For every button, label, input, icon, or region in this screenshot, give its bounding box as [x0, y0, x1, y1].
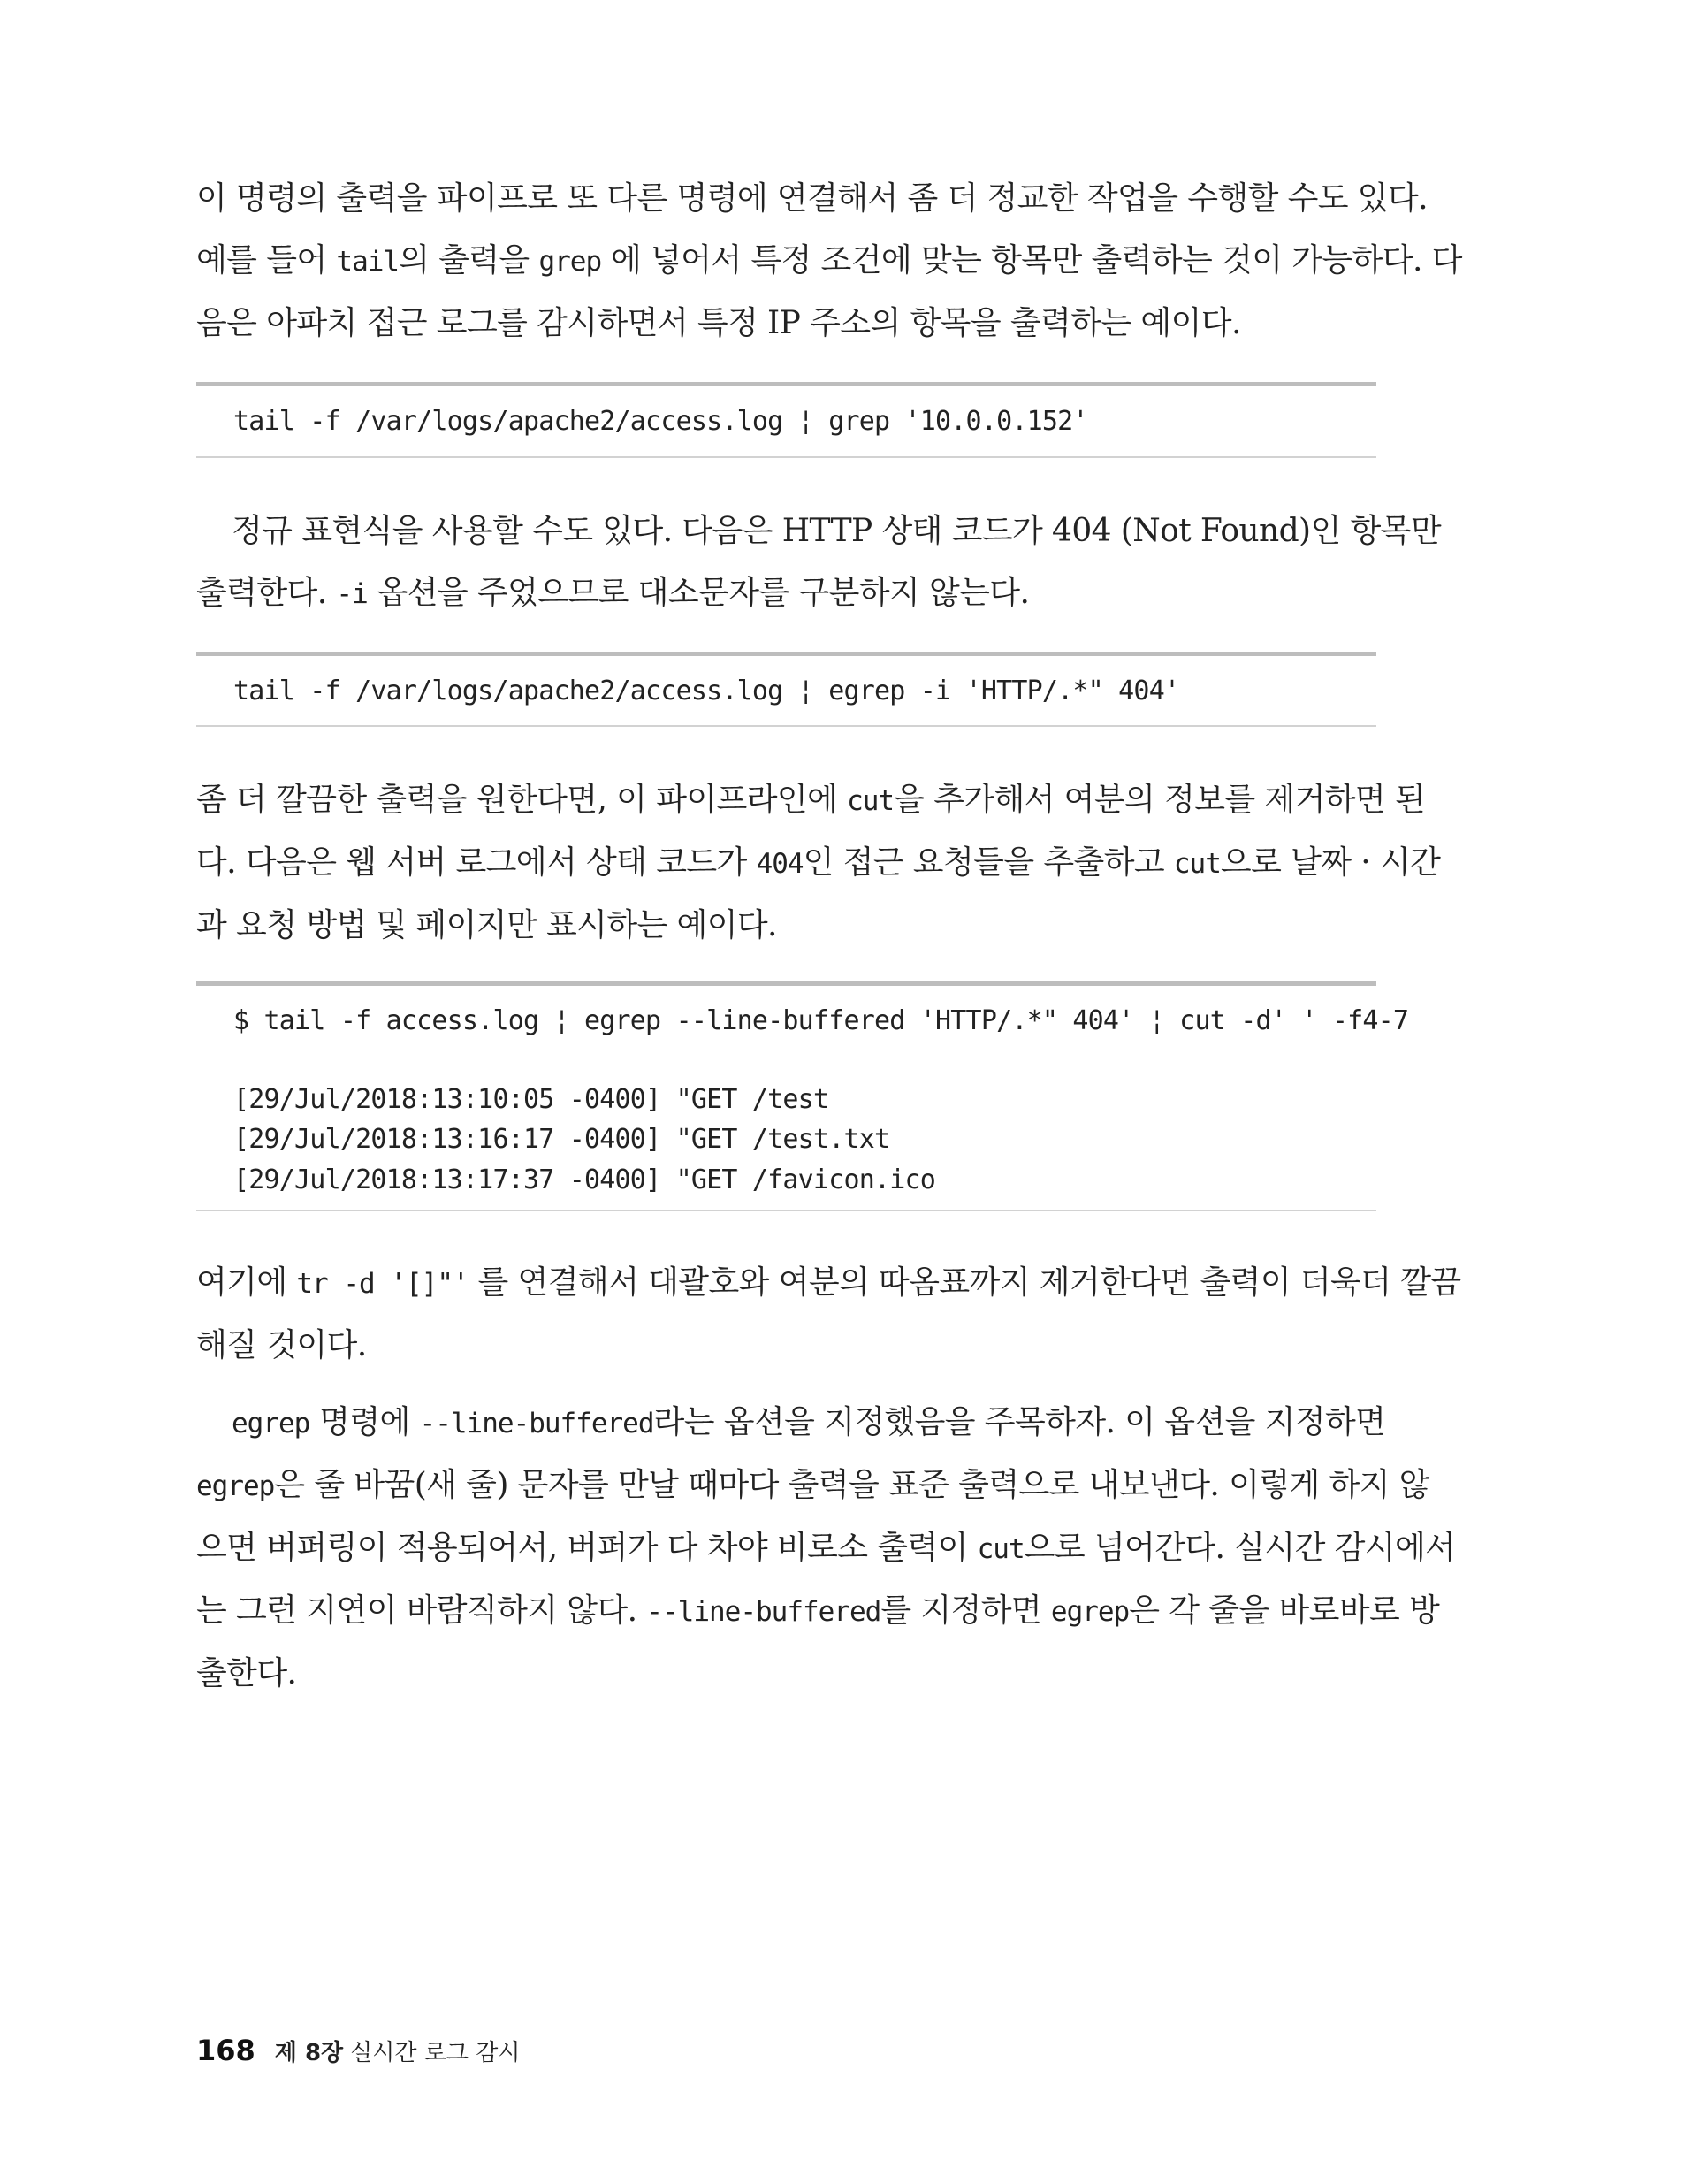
inline-code-egrep: egrep	[196, 1470, 275, 1502]
paragraph-2	[196, 500, 1442, 625]
code-line: tail -f /var/logs/apache2/access.log ¦ egrep -i 'HTTP/.*" 404'	[233, 676, 1180, 706]
code-block-3	[196, 981, 1409, 1211]
paragraph-5-line-1: egrep 명령에 --line-buffered라는 옵션을 지정했음을 주목하자. 이 옵션을 지정하면	[232, 1404, 1386, 1440]
paragraph-4-line-2: 해질 것이다.	[196, 1327, 367, 1363]
inline-code-grep: grep	[538, 246, 602, 278]
paragraph-2-line-2: 출력한다. -i 옵션을 주었으므로 대소문자를 구분하지 않는다.	[196, 575, 1030, 611]
inline-code-404: 404	[756, 848, 804, 880]
inline-code-line-buffered: --line-buffered	[419, 1408, 654, 1439]
paragraph-4-line-1: 여기에 tr -d '[]"' 를 연결해서 대괄호와 여분의 따옴표까지 제거한다면 출력이 더욱더 깔끔	[196, 1264, 1461, 1301]
inline-code-option: -i	[336, 578, 368, 610]
code-command-line: $ tail -f access.log ¦ egrep --line-buffered 'HTTP/.*" 404' ¦ cut -d' ' -f4-7	[233, 1005, 1409, 1036]
paragraph-5-line-4: 는 그런 지연이 바람직하지 않다. --line-buffered를 지정하면 egrep은 각 줄을 바로바로 방	[196, 1592, 1440, 1629]
code-output-line-1: [29/Jul/2018:13:10:05 -0400] "GET /test	[233, 1084, 829, 1115]
chapter-title: 실시간 로그 감시	[350, 2040, 521, 2066]
paragraph-1-line-1: 이 명령의 출력을 파이프로 또 다른 명령에 연결해서 좀 더 정교한 작업을 수행할 수도 있다.	[196, 180, 1428, 217]
inline-code-line-buffered: --line-buffered	[646, 1596, 881, 1628]
inline-code-cut: cut	[977, 1533, 1025, 1565]
inline-code-cut: cut	[1173, 848, 1221, 880]
paragraph-1-line-3: 음은 아파치 접근 로그를 감시하면서 특정 IP 주소의 항목을 출력하는 예이다.	[196, 305, 1241, 341]
paragraph-4	[196, 1252, 1461, 1377]
paragraph-3-line-3: 과 요청 방법 및 페이지만 표시하는 예이다.	[196, 907, 777, 943]
paragraph-3-line-2: 다. 다음은 웹 서버 로그에서 상태 코드가 404인 접근 요청들을 추출하고 cut으로 날짜 · 시간	[196, 844, 1441, 881]
paragraph-5-line-3: 으면 버퍼링이 적용되어서, 버퍼가 다 차야 비로소 출력이 cut으로 넘어간다. 실시간 감시에서	[196, 1530, 1456, 1566]
page-footer	[196, 2034, 521, 2067]
inline-code-tr: tr -d '[]"'	[296, 1268, 469, 1300]
paragraph-5	[196, 1392, 1456, 1705]
paragraph-5-line-2: egrep은 줄 바꿈(새 줄) 문자를 만날 때마다 출력을 표준 출력으로 내보낸다. 이렇게 하지 않	[196, 1467, 1429, 1503]
chapter-label: 제 8장	[274, 2040, 344, 2066]
paragraph-3-line-1: 좀 더 깔끔한 출력을 원한다면, 이 파이프라인에 cut을 추가해서 여분의 정보를 제거하면 된	[196, 782, 1426, 818]
page-number: 168	[196, 2034, 255, 2067]
inline-code-tail: tail	[336, 246, 400, 278]
inline-code-egrep: egrep	[1050, 1596, 1130, 1628]
paragraph-3	[196, 769, 1441, 957]
code-output-line-3: [29/Jul/2018:13:17:37 -0400] "GET /favicon.ico	[233, 1165, 936, 1195]
paragraph-1	[196, 168, 1462, 355]
code-line: tail -f /var/logs/apache2/access.log ¦ grep '10.0.0.152'	[233, 406, 1088, 437]
inline-code-egrep: egrep	[232, 1408, 310, 1439]
paragraph-5-line-5: 출한다.	[196, 1655, 297, 1691]
inline-code-cut: cut	[847, 785, 895, 817]
paragraph-2-line-1: 정규 표현식을 사용할 수도 있다. 다음은 HTTP 상태 코드가 404 (Not Found)인 항목만	[232, 513, 1442, 549]
code-output-line-2: [29/Jul/2018:13:16:17 -0400] "GET /test.txt	[233, 1124, 890, 1155]
paragraph-1-line-2: 예를 들어 tail의 출력을 grep 에 넣어서 특정 조건에 맞는 항목만 출력하는 것이 가능하다. 다	[196, 242, 1462, 279]
code-block-2	[196, 652, 1376, 727]
code-block-1	[196, 382, 1376, 458]
